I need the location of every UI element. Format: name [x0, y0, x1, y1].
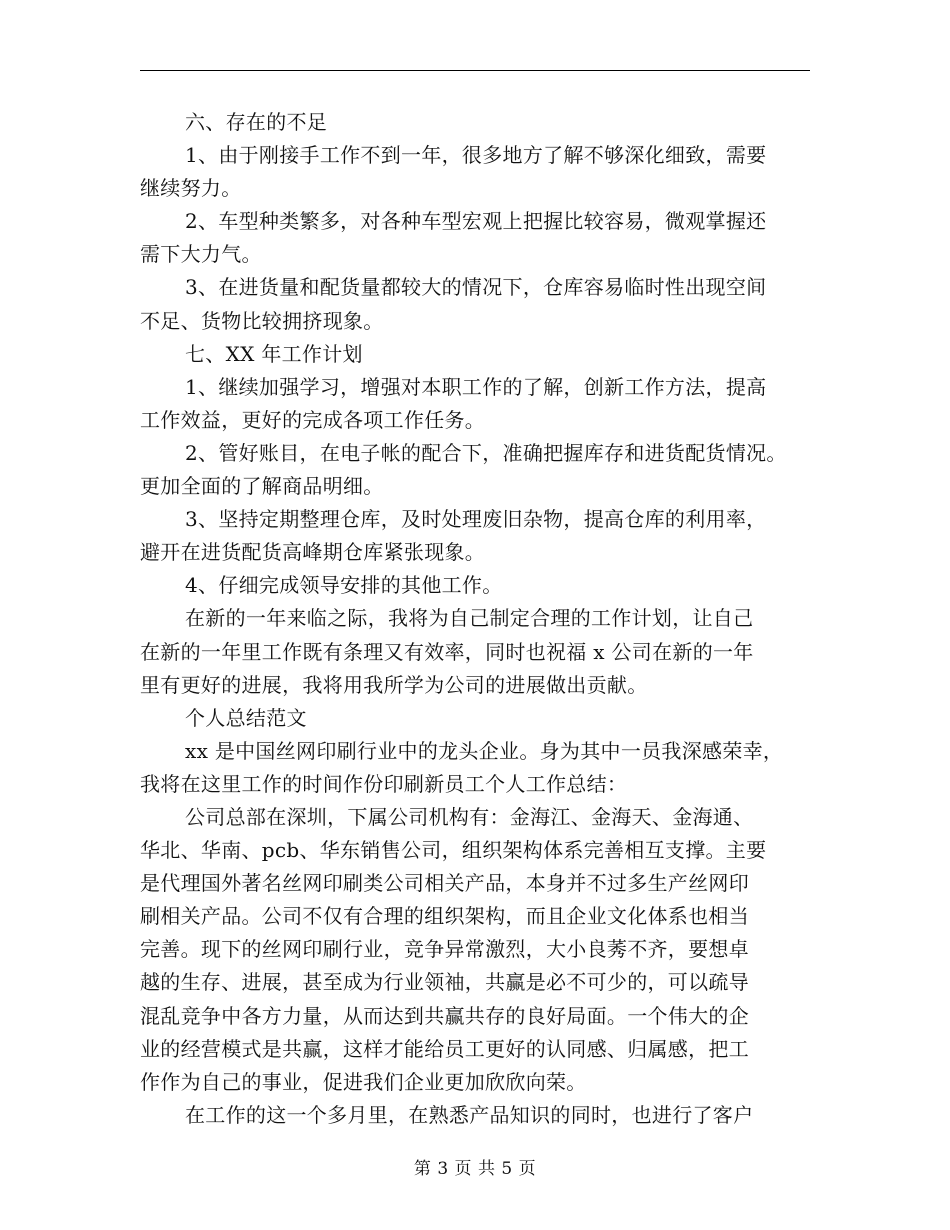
section-heading: 六、存在的不足	[185, 110, 328, 134]
text-line: 2、管好账目，在电子帐的配合下，准确把握库存和进货配货情况。	[185, 440, 787, 465]
page-footer	[0, 1154, 950, 1179]
text-line: 需下大力气。	[140, 242, 262, 267]
section-heading: 个人总结范文	[185, 705, 307, 730]
text-line: 刷相关产品。公司不仅有合理的组织架构，而且企业文化体系也相当	[140, 904, 749, 929]
text-line: 完善。现下的丝网印刷行业，竞争异常激烈，大小良莠不齐，要想卓	[140, 937, 749, 962]
text-line: 越的生存、进展，甚至成为行业领袖，共赢是必不可少的，可以疏导	[140, 970, 749, 995]
text-line: 华北、华南、pcb、华东销售公司，组织架构体系完善相互支撑。主要	[140, 838, 767, 863]
section-heading: 七、XX 年工作计划	[185, 341, 363, 366]
header-rule	[140, 70, 810, 71]
text-line: 2、车型种类繁多，对各种车型宏观上把握比较容易，微观掌握还	[185, 209, 767, 234]
text-line: xx 是中国丝网印刷行业中的龙头企业。身为其中一员我深感荣幸，	[185, 738, 784, 763]
text-line: 避开在进货配货高峰期仓库紧张现象。	[140, 540, 486, 565]
text-line: 工作效益，更好的完成各项工作任务。	[140, 407, 486, 432]
text-line: 在工作的这一个多月里，在熟悉产品知识的同时，也进行了客户	[185, 1102, 754, 1127]
text-line: 业的经营模式是共赢，这样才能给员工更好的认同感、归属感，把工	[140, 1036, 749, 1061]
text-line: 4、仔细完成领导安排的其他工作。	[185, 573, 503, 598]
text-line: 继续努力。	[140, 176, 242, 201]
document-body	[140, 106, 820, 1132]
text-line: 在新的一年来临之际，我将为自己制定合理的工作计划，让自己	[185, 606, 754, 631]
text-line: 1、由于刚接手工作不到一年，很多地方了解不够深化细致，需要	[185, 143, 767, 168]
text-line: 里有更好的进展，我将用我所学为公司的进展做出贡献。	[140, 672, 648, 697]
page-number: 第 3 页 共 5 页	[413, 1159, 537, 1179]
text-line: 更加全面的了解商品明细。	[140, 474, 384, 499]
text-line: 3、在进货量和配货量都较大的情况下，仓库容易临时性出现空间	[185, 275, 767, 300]
text-line: 混乱竞争中各方力量，从而达到共赢共存的良好局面。一个伟大的企	[140, 1003, 749, 1028]
text-line: 是代理国外著名丝网印刷类公司相关产品，本身并不过多生产丝网印	[140, 871, 749, 896]
text-line: 在新的一年里工作既有条理又有效率，同时也祝福 x 公司在新的一年	[140, 639, 754, 664]
text-line: 作作为自己的事业，促进我们企业更加欣欣向荣。	[140, 1069, 587, 1094]
text-line: 不足、货物比较拥挤现象。	[140, 308, 384, 333]
text-line: 1、继续加强学习，增强对本职工作的了解，创新工作方法，提高	[185, 374, 767, 399]
text-line: 我将在这里工作的时间作份印刷新员工个人工作总结：	[140, 771, 628, 796]
text-line: 3、坚持定期整理仓库，及时处理废旧杂物，提高仓库的利用率，	[185, 507, 767, 532]
text-line: 公司总部在深圳，下属公司机构有：金海江、金海天、金海通、	[185, 804, 754, 829]
